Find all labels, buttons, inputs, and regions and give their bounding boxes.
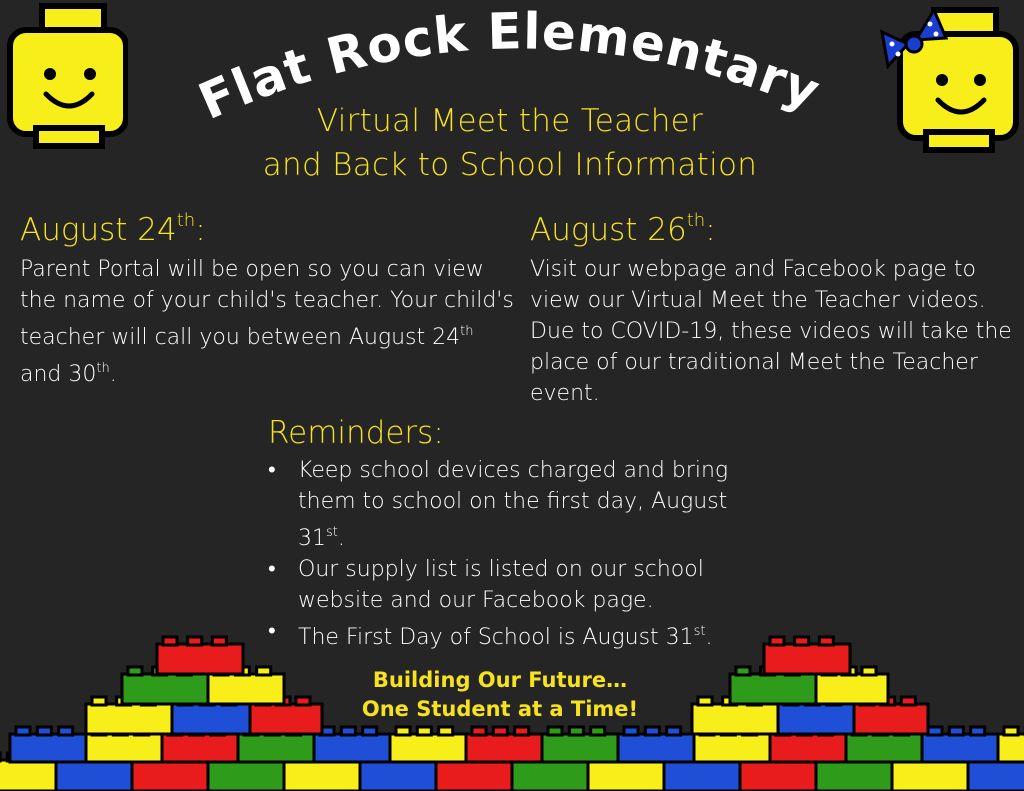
lego-stud — [16, 727, 30, 735]
lego-brick — [238, 734, 314, 762]
reminder-3-sup: st — [693, 624, 706, 639]
lego-stud — [472, 727, 486, 735]
lego-stud — [128, 667, 142, 675]
lego-brick — [618, 734, 694, 762]
right-heading-colon: : — [705, 212, 716, 248]
lego-stud — [795, 637, 809, 645]
lego-brick — [816, 674, 888, 704]
left-body-sup-1: th — [460, 324, 474, 339]
lego-brick — [284, 760, 360, 791]
left-date-heading — [20, 210, 206, 248]
lego-stud — [862, 667, 876, 675]
lego-stud — [548, 727, 562, 735]
lego-stud — [188, 637, 202, 645]
lego-brick — [436, 760, 512, 791]
lego-brick — [512, 760, 588, 791]
lego-stud — [569, 727, 583, 735]
lego-stud — [928, 727, 942, 735]
reminder-2-text: Our supply list is listed on our school website and our Facebook page. — [298, 557, 704, 613]
left-body-part-3: . — [109, 362, 117, 387]
lego-stud — [163, 637, 177, 645]
lego-stud — [971, 727, 985, 735]
lego-stud — [37, 727, 51, 735]
lego-brick — [846, 734, 922, 762]
slogan-line-2: One Student at a Time! — [361, 697, 639, 721]
subtitle-line-1: Virtual Meet the Teacher — [316, 103, 704, 139]
lego-brick — [172, 704, 250, 734]
lego-stud — [770, 637, 784, 645]
lego-brick — [892, 760, 968, 791]
lego-brick — [692, 704, 778, 734]
right-date-heading — [530, 210, 716, 248]
lego-brick — [132, 760, 208, 791]
school-title-text: Flat Rock Elementary — [190, 2, 829, 131]
lego-stud — [667, 727, 681, 735]
lego-stud — [901, 697, 915, 705]
reminder-item — [268, 455, 768, 554]
reminder-1-end: . — [337, 526, 345, 551]
lego-brick — [360, 760, 436, 791]
lego-stud — [515, 727, 529, 735]
lego-brick — [542, 734, 618, 762]
lego-stud — [439, 727, 453, 735]
lego-head-girl-icon — [878, 4, 1024, 156]
lego-brick — [968, 760, 1024, 791]
lego-brick — [0, 760, 56, 791]
lego-stud — [624, 727, 638, 735]
lego-brick — [466, 734, 542, 762]
lego-brick — [730, 674, 816, 704]
lego-brick — [588, 760, 664, 791]
lego-brick — [56, 760, 132, 791]
left-body-part-2: and 30 — [20, 362, 97, 387]
lego-brick — [664, 760, 740, 791]
left-heading-suffix: th — [176, 210, 196, 231]
lego-brick — [998, 734, 1024, 762]
lego-brick — [778, 704, 854, 734]
lego-stud — [363, 727, 377, 735]
left-body-part-1: Parent Portal will be open so you can view the name of your child's teacher. Your child's teacher will call you between August 24 — [20, 257, 514, 350]
reminder-3-text: The First Day of School is August 31 — [298, 625, 694, 650]
left-body-sup-2: th — [96, 361, 110, 376]
lego-brick — [162, 734, 238, 762]
lego-stud — [591, 727, 605, 735]
lego-brick — [208, 674, 284, 704]
right-heading-suffix: th — [686, 210, 706, 231]
lego-stud — [396, 727, 410, 735]
reminder-item — [268, 554, 768, 616]
lego-brick — [250, 704, 322, 734]
lego-brick — [122, 674, 208, 704]
lego-stud — [736, 667, 750, 675]
lego-stud — [698, 697, 712, 705]
lego-stud — [257, 667, 271, 675]
lego-brick — [86, 704, 172, 734]
lego-brick — [157, 644, 243, 674]
lego-stud — [417, 727, 431, 735]
lego-stud — [819, 637, 833, 645]
lego-brick — [86, 734, 162, 762]
lego-brick — [770, 734, 846, 762]
subtitle-line-2: and Back to School Information — [262, 147, 758, 183]
reminder-1-text: Keep school devices charged and bring them to school on the first day, August 31 — [298, 458, 729, 551]
lego-stud — [59, 727, 73, 735]
left-heading-colon: : — [195, 212, 206, 248]
lego-stud — [212, 637, 226, 645]
lego-brick — [390, 734, 466, 762]
left-body-text — [20, 254, 515, 390]
lego-brick — [854, 704, 928, 734]
reminder-1-sup: st — [326, 525, 338, 540]
lego-stud — [645, 727, 659, 735]
lego-stud — [1004, 727, 1018, 735]
lego-head-boy-icon — [6, 2, 128, 150]
right-heading-date: August 26 — [530, 212, 687, 248]
reminder-3-end: . — [705, 625, 713, 650]
lego-stud — [92, 697, 106, 705]
left-heading-date: August 24 — [20, 212, 177, 248]
lego-brick — [922, 734, 998, 762]
lego-brick — [314, 734, 390, 762]
slogan — [330, 666, 670, 724]
lego-stud — [493, 727, 507, 735]
lego-brick — [816, 760, 892, 791]
lego-stud — [949, 727, 963, 735]
slogan-line-1: Building Our Future… — [372, 668, 628, 692]
lego-brick — [10, 734, 86, 762]
lego-brick — [740, 760, 816, 791]
lego-brick — [764, 644, 850, 674]
reminders-heading: Reminders: — [268, 415, 444, 451]
right-body-text: Visit our webpage and Facebook page to view our Virtual Meet the Teacher videos. Due to COVID-19, these videos will take the place of our traditional Meet the Teacher event. — [530, 257, 1012, 406]
lego-stud — [341, 727, 355, 735]
reminders-list — [268, 455, 768, 653]
lego-stud — [296, 697, 310, 705]
lego-brick — [208, 760, 284, 791]
lego-brick — [694, 734, 770, 762]
